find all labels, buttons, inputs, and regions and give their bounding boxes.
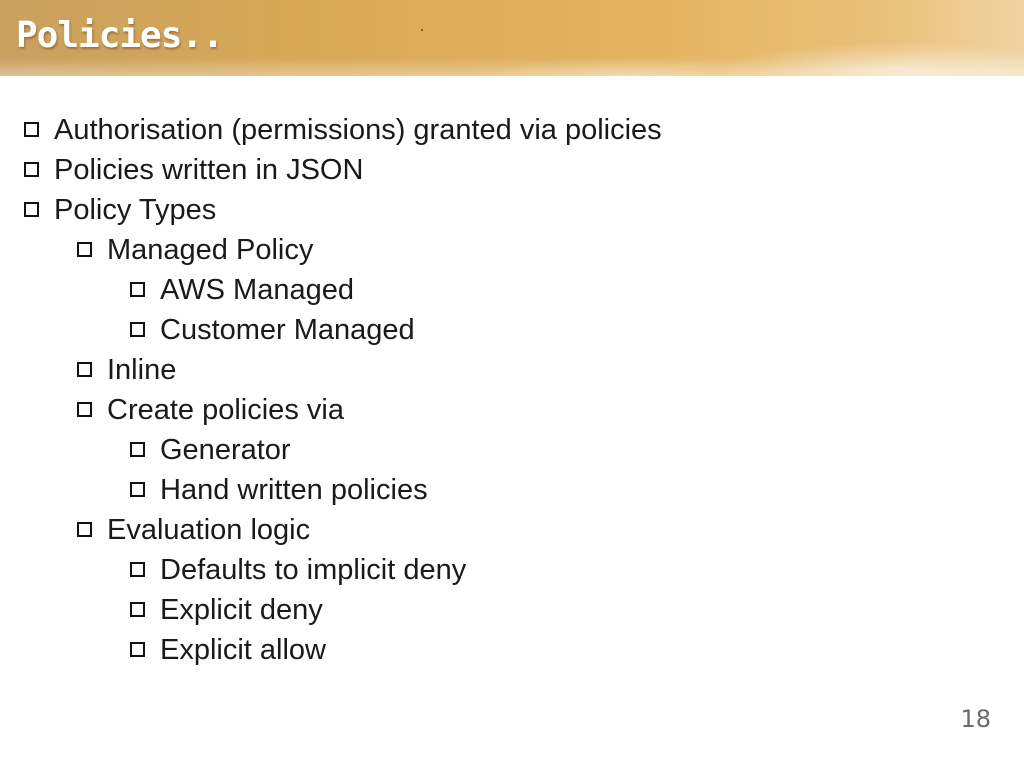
bullet-text: Explicit deny — [160, 594, 323, 626]
bullet-text: Authorisation (permissions) granted via policies — [54, 114, 662, 146]
square-bullet-icon — [24, 162, 39, 177]
bullet-text: Defaults to implicit deny — [160, 554, 467, 586]
bullet-text: Managed Policy — [107, 234, 314, 266]
bullet-text: Evaluation logic — [107, 514, 311, 546]
bullet-text: Inline — [107, 354, 177, 386]
square-bullet-icon — [24, 202, 39, 217]
slide-title: Policies.. — [16, 15, 223, 56]
square-bullet-icon — [77, 242, 92, 257]
bullet-text: Hand written policies — [160, 474, 428, 506]
slide-header-banner — [0, 0, 1024, 76]
bullet-text: Create policies via — [107, 394, 344, 426]
bullet-text: Policy Types — [54, 194, 217, 226]
square-bullet-icon — [130, 562, 145, 577]
square-bullet-icon — [77, 522, 92, 537]
bullet-text: Policies written in JSON — [54, 154, 364, 186]
header-bottom-fade — [0, 58, 1024, 76]
bullet-text: AWS Managed — [160, 274, 354, 306]
square-bullet-icon — [130, 642, 145, 657]
square-bullet-icon — [130, 322, 145, 337]
header-speck — [421, 29, 423, 31]
square-bullet-icon — [130, 602, 145, 617]
bullet-text: Customer Managed — [160, 314, 415, 346]
bullet-text: Explicit allow — [160, 634, 326, 666]
square-bullet-icon — [130, 482, 145, 497]
slide-page-number: 18 — [960, 705, 991, 733]
square-bullet-icon — [24, 122, 39, 137]
square-bullet-icon — [130, 282, 145, 297]
bullet-text: Generator — [160, 434, 291, 466]
square-bullet-icon — [77, 362, 92, 377]
square-bullet-icon — [130, 442, 145, 457]
square-bullet-icon — [77, 402, 92, 417]
